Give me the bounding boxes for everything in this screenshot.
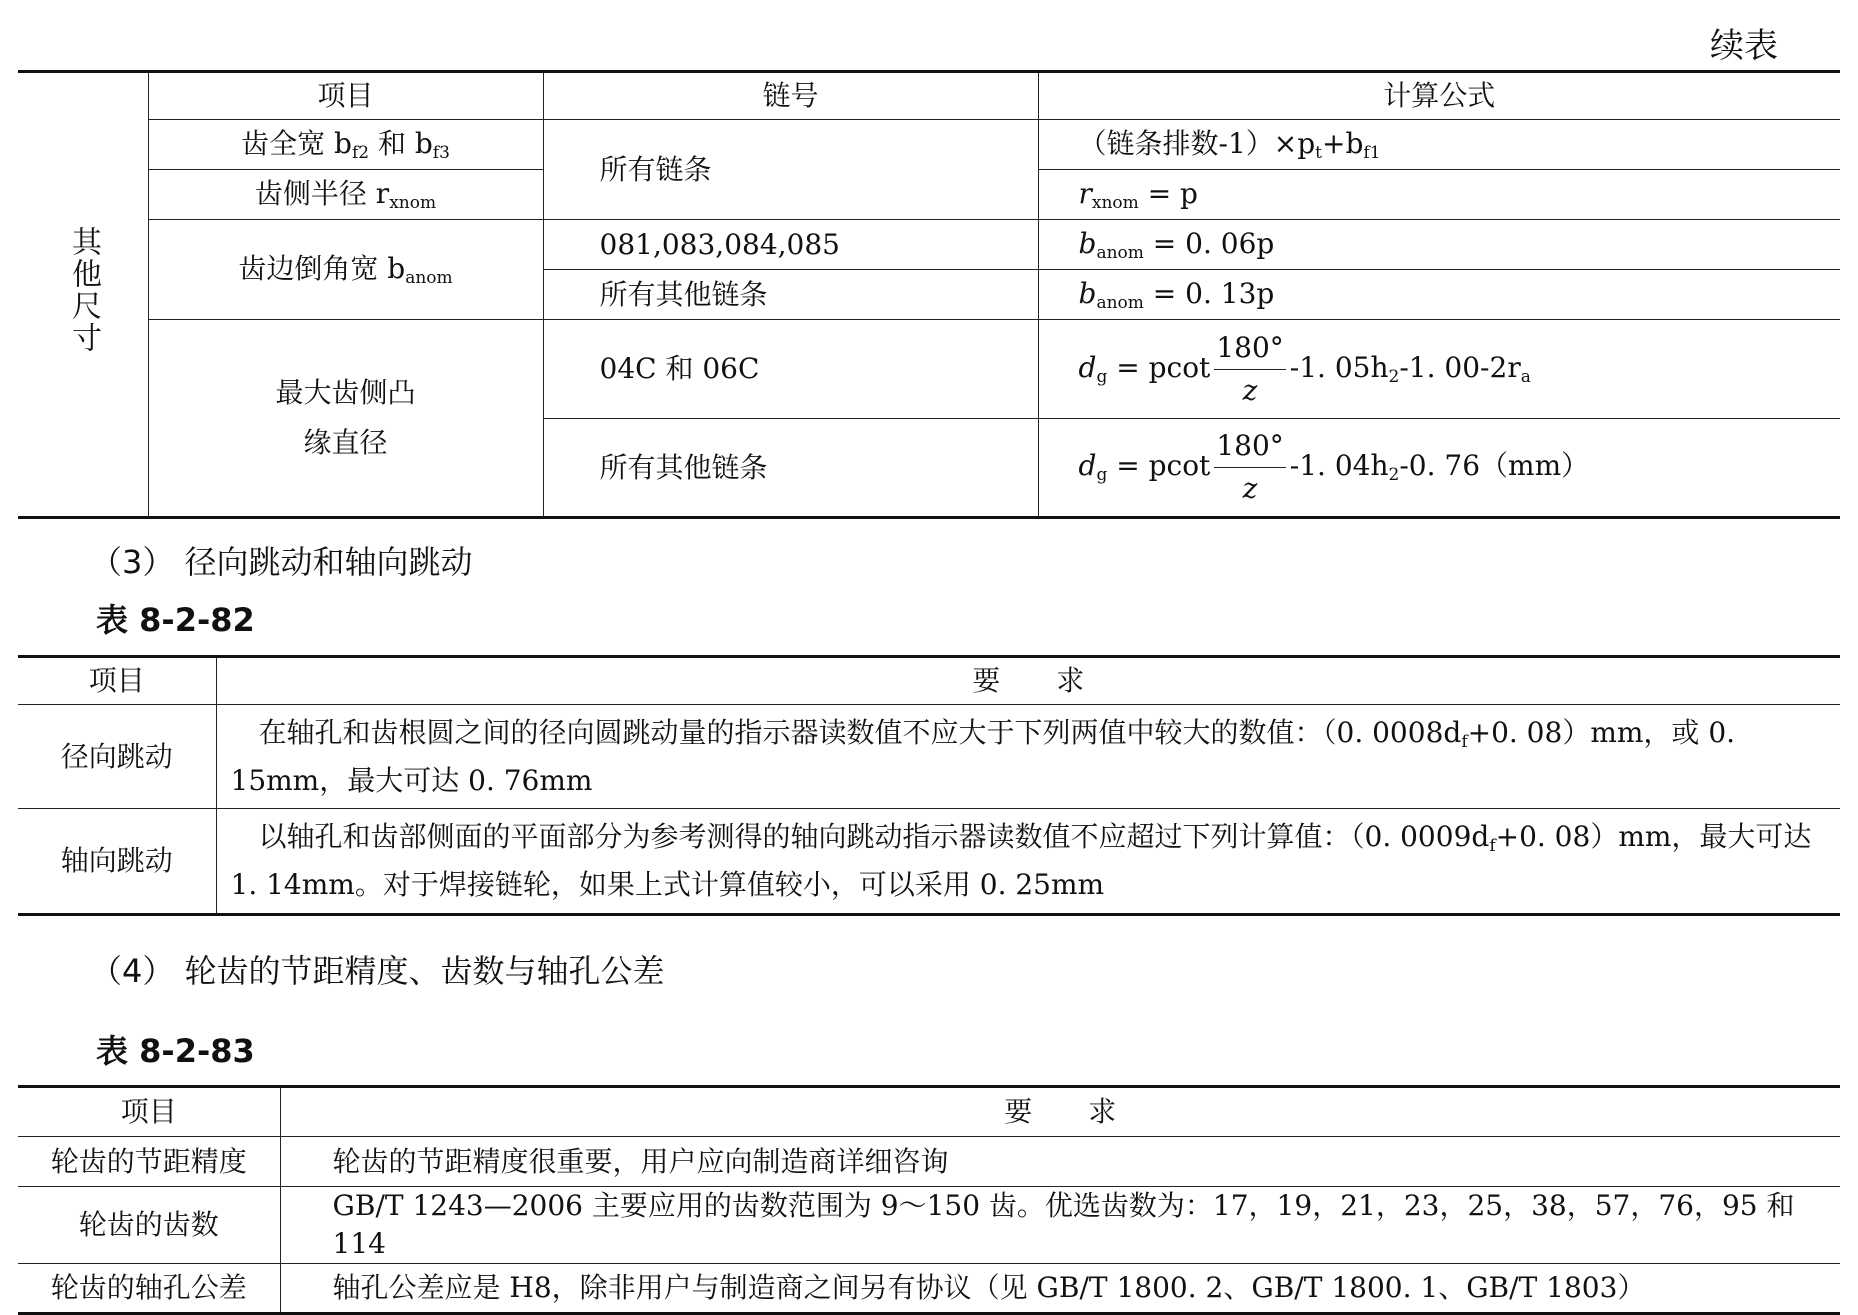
pitch-accuracy-table (18, 1085, 1840, 1315)
formula-tooth-full-width: （链条排数$-1)\times p_t+b_{f1}$ (1038, 120, 1840, 170)
req-tooth-count: GB/T 1243—2006 主要应用的齿数范围为 9～150 齿。优选齿数为：17，19，21，23，25，38，57，76，95 和 114 (280, 1187, 1840, 1264)
table-row (18, 220, 1840, 270)
header-formula: 计算公式 (1038, 72, 1840, 120)
formula-flange-other: $d_g = pcot$ $\frac{180^\circ}{z}$ -1. $04h_2-0$. 76（mm） (1038, 419, 1840, 518)
req-pitch-accuracy: 轮齿的节距精度很重要，用户应向制造商详细咨询 (280, 1137, 1840, 1187)
table-row (18, 120, 1840, 170)
chain-other: 所有其他链条 (543, 270, 1038, 320)
item-tooth-count: 轮齿的齿数 (18, 1187, 280, 1264)
table-8-2-83-label: 表 8-2-83 (96, 1032, 255, 1070)
table-row (18, 705, 1840, 809)
item-tooth-full-width: 齿全宽 $b_{f2}$ 和 $b_{f3}$ (148, 120, 543, 170)
formula-chamfer-other: $b_{anom} = 0$. 13p (1038, 270, 1840, 320)
header-chain: 链号 (543, 72, 1038, 120)
chain-other-2: 所有其他链条 (543, 419, 1038, 518)
req-radial-runout: 在轴孔和齿根圆之间的径向圆跳动量的指示器读数值不应大于下列两值中较大的数值：（0. $0008d_f+0$. 08）mm，或 0. 15mm，最大可达 0. 76mm (216, 705, 1840, 809)
chain-all: 所有链条 (543, 120, 1038, 220)
table-row (18, 1137, 1840, 1187)
runout-table (18, 655, 1840, 916)
header-item: 项目 (18, 1087, 280, 1137)
item-radial-runout: 径向跳动 (18, 705, 216, 809)
section-4-heading: （4） 轮齿的节距精度、齿数与轴孔公差 (90, 952, 665, 990)
table-row (18, 1187, 1840, 1264)
formula-tooth-side-radius: $r_{xnom} = p$ (1038, 170, 1840, 220)
req-axial-runout: 以轴孔和齿部侧面的平面部分为参考测得的轴向跳动指示器读数值不应超过下列计算值：（0. $0009d_f+0$. 08）mm，最大可达 1. 14mm。对于焊接链轮，如果上式计算值较小，可以采用 0. 25mm (216, 809, 1840, 914)
group-label: 其他尺寸 (66, 225, 101, 354)
dimensions-table (18, 70, 1840, 519)
formula-flange-04c: $d_g = pcot$ $\frac{180^\circ}{z}$ -1. $05h_2-1$. $00-2r_a$ (1038, 320, 1840, 419)
item-bore-tolerance: 轮齿的轴孔公差 (18, 1263, 280, 1313)
formula-chamfer-081: $b_{anom} = 0$. 06p (1038, 220, 1840, 270)
item-axial-runout: 轴向跳动 (18, 809, 216, 914)
item-tooth-side-radius: 齿侧半径 $r_{xnom}$ (148, 170, 543, 220)
continued-label: 续表 (1710, 26, 1778, 66)
header-requirement: 要 求 (216, 657, 1840, 705)
item-tooth-chamfer-width: 齿边倒角宽 $b_{anom}$ (148, 220, 543, 320)
table-row (18, 320, 1840, 419)
header-item: 项目 (148, 72, 543, 120)
header-requirement: 要 求 (280, 1087, 1840, 1137)
table-row (18, 809, 1840, 914)
group-label-cell (18, 72, 148, 518)
section-3-heading: （3） 径向跳动和轴向跳动 (90, 543, 473, 581)
table-row (18, 1263, 1840, 1313)
table-8-2-82-label: 表 8-2-82 (96, 601, 255, 639)
chain-04c-06c: 04C 和 06C (543, 320, 1038, 419)
item-max-flange-diameter: 最大齿侧凸 缘直径 (148, 320, 543, 518)
item-pitch-accuracy: 轮齿的节距精度 (18, 1137, 280, 1187)
req-bore-tolerance: 轴孔公差应是 H8，除非用户与制造商之间另有协议（见 GB/T 1800. 2、GB/T 1800. 1、GB/T 1803） (280, 1263, 1840, 1313)
header-item: 项目 (18, 657, 216, 705)
chain-081-085: 081,083,084,085 (543, 220, 1038, 270)
